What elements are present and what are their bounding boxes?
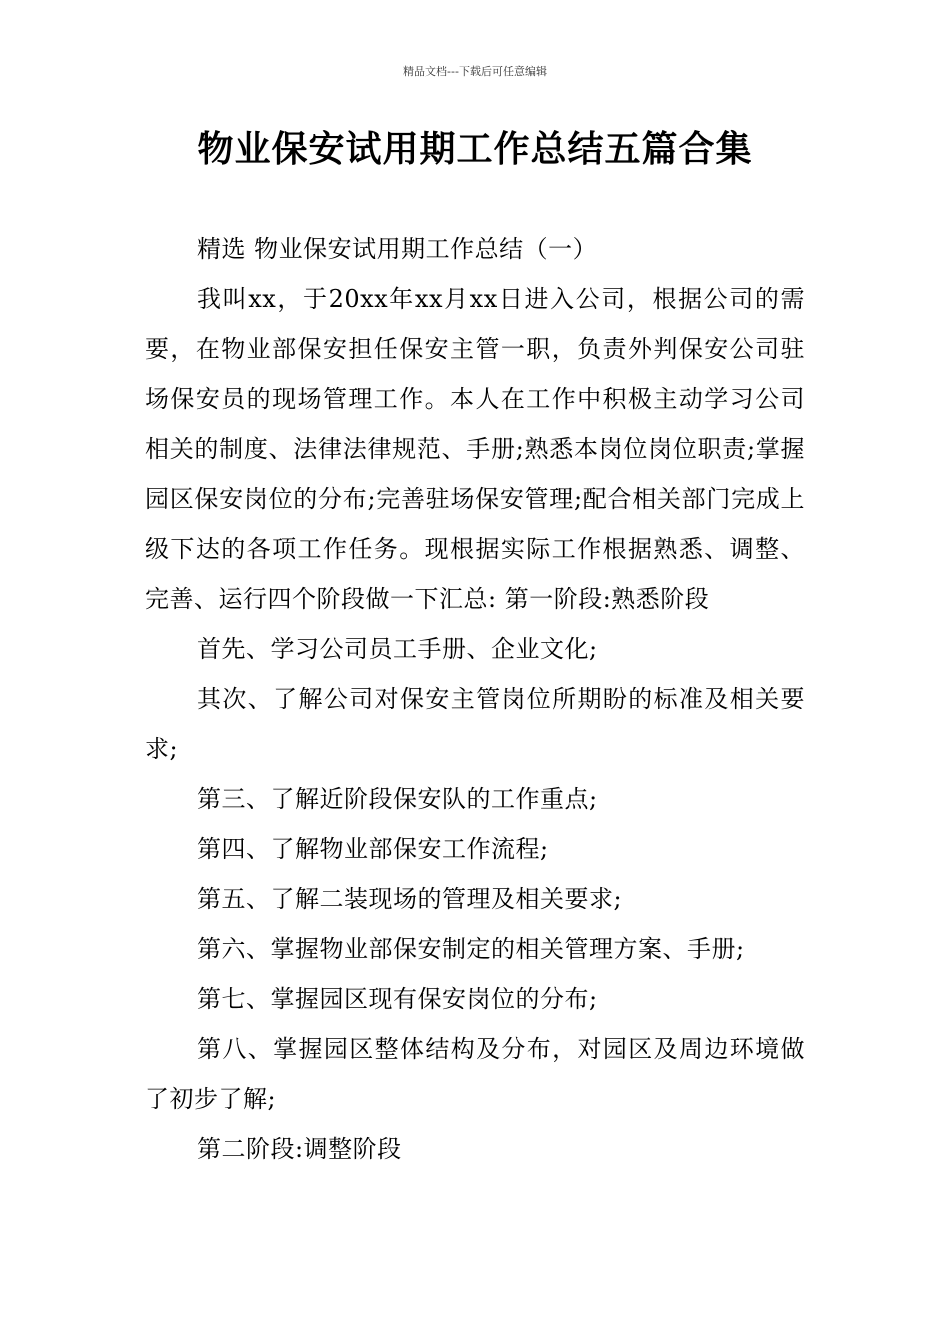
document-body [145, 224, 805, 1174]
list-item: 其次、了解公司对保安主管岗位所期盼的标准及相关要求; [145, 685, 805, 763]
list-item: 第三、了解近阶段保安队的工作重点; [197, 785, 598, 813]
header-note: 精品文档---下载后可任意编辑 [403, 65, 547, 78]
list-item: 第五、了解二装现场的管理及相关要求; [197, 885, 623, 913]
list-item: 首先、学习公司员工手册、企业文化; [197, 635, 598, 663]
document-title: 物业保安试用期工作总结五篇合集 [197, 129, 753, 170]
list-item: 第四、了解物业部保安工作流程; [197, 835, 549, 863]
section-heading: 第二阶段:调整阶段 [197, 1135, 402, 1163]
section-heading: 精选 物业保安试用期工作总结（一） [197, 235, 598, 263]
list-item: 第八、掌握园区整体结构及分布，对园区及周边环境做了初步了解; [145, 1035, 805, 1113]
paragraph: 我叫xx，于20xx年xx月xx日进入公司，根据公司的需要，在物业部保安担任保安主管一职，负责外判保安公司驻场保安员的现场管理工作。本人在工作中积极主动学习公司相关的制度、法律法律规范、手册;熟悉本岗位岗位职责;掌握园区保安岗位的分布;完善驻场保安管理;配合相关部门完成上级下达的各项工作任务。现根据实际工作根据熟悉、调整、完善、运行四个阶段做一下汇总: 第一阶段:熟悉阶段 [145, 285, 805, 613]
list-item: 第六、掌握物业部保安制定的相关管理方案、手册; [197, 935, 745, 963]
list-item: 第七、掌握园区现有保安岗位的分布; [197, 985, 598, 1013]
